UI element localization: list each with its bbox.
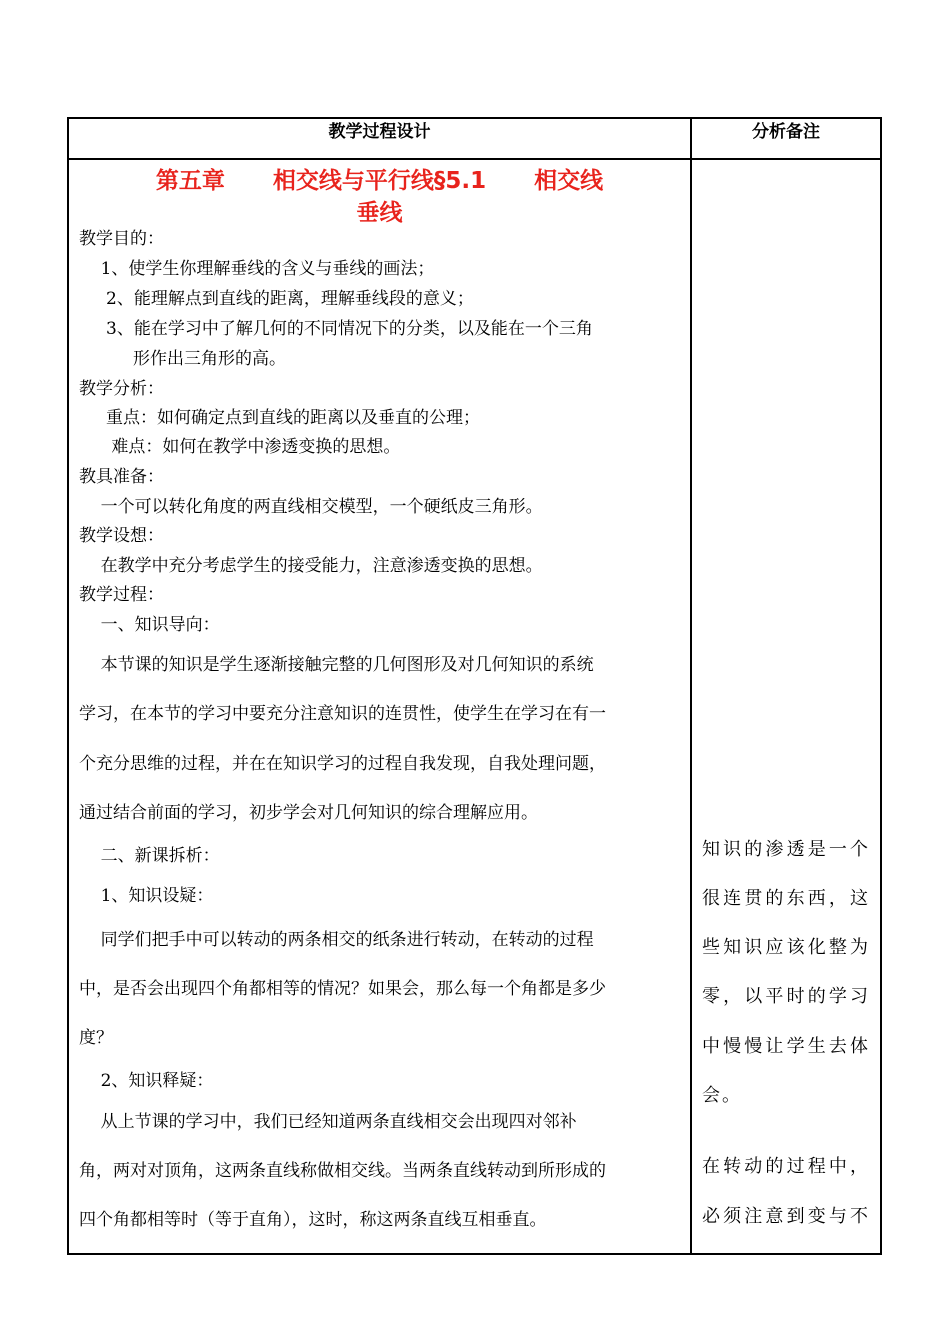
header-divider	[67, 158, 882, 160]
body-line: 角，两对对顶角，这两条直线称做相交线。当两条直线转动到所形成的	[79, 1161, 606, 1181]
note-line: 些知识应该化整为	[702, 937, 870, 958]
body-line: 2、知识释疑：	[79, 1071, 214, 1091]
body-line: 教学设想：	[79, 526, 164, 546]
body-line: 难点：如何在教学中渗透变换的思想。	[79, 437, 401, 457]
note-line: 零，以平时的学习	[702, 986, 870, 1007]
body-line: 2、能理解点到直线的距离，理解垂线段的意义；	[79, 289, 474, 309]
body-line: 教学目的：	[79, 229, 164, 249]
note-line: 会。	[702, 1085, 742, 1106]
column-divider	[690, 117, 692, 1255]
body-line: 1、使学生你理解垂线的含义与垂线的画法；	[79, 259, 435, 279]
body-line: 教学过程：	[79, 585, 164, 605]
body-line: 中，是否会出现四个角都相等的情况？如果会，那么每一个角都是多少	[79, 979, 606, 999]
body-line: 通过结合前面的学习，初步学会对几何知识的综合理解应用。	[79, 803, 538, 823]
body-line: 重点：如何确定点到直线的距离以及垂直的公理；	[79, 408, 481, 428]
body-line: 学习，在本节的学习中要充分注意知识的连贯性，使学生在学习在有一	[79, 704, 606, 724]
body-line: 个充分思维的过程，并在在知识学习的过程自我发现，自我处理问题，	[79, 754, 606, 774]
body-line: 教具准备：	[79, 467, 164, 487]
header-analysis-notes: 分析备注	[752, 122, 820, 142]
note-line: 中慢慢让学生去体	[702, 1036, 870, 1057]
body-line: 从上节课的学习中，我们已经知道两条直线相交会出现四对邻补	[79, 1112, 577, 1132]
note-line: 很连贯的东西，这	[702, 888, 870, 909]
body-line: 形作出三角形的高。	[79, 349, 287, 369]
note-line: 在转动的过程中，	[702, 1156, 870, 1177]
body-line: 一、知识导向：	[79, 615, 220, 635]
body-line: 一个可以转化角度的两直线相交模型，一个硬纸皮三角形。	[79, 497, 543, 517]
chapter-title: 第五章 相交线与平行线§5.1 相交线	[155, 168, 604, 194]
note-line: 必须注意到变与不	[702, 1206, 870, 1227]
body-line: 度？	[79, 1028, 113, 1048]
body-line: 同学们把手中可以转动的两条相交的纸条进行转动，在转动的过程	[79, 930, 594, 950]
body-line: 教学分析：	[79, 379, 164, 399]
body-line: 本节课的知识是学生逐渐接触完整的几何图形及对几何知识的系统	[79, 655, 594, 675]
body-line: 3、能在学习中了解几何的不同情况下的分类，以及能在一个三角	[79, 319, 593, 339]
body-line: 四个角都相等时（等于直角），这时，称这两条直线互相垂直。	[79, 1210, 547, 1230]
chapter-subtitle: 垂线	[356, 200, 403, 226]
body-line: 二、新课拆析：	[79, 846, 220, 866]
body-line: 1、知识设疑：	[79, 886, 214, 906]
note-line: 知识的渗透是一个	[702, 839, 870, 860]
body-line: 在教学中充分考虑学生的接受能力，注意渗透变换的思想。	[79, 556, 543, 576]
header-teaching-process: 教学过程设计	[328, 122, 431, 142]
